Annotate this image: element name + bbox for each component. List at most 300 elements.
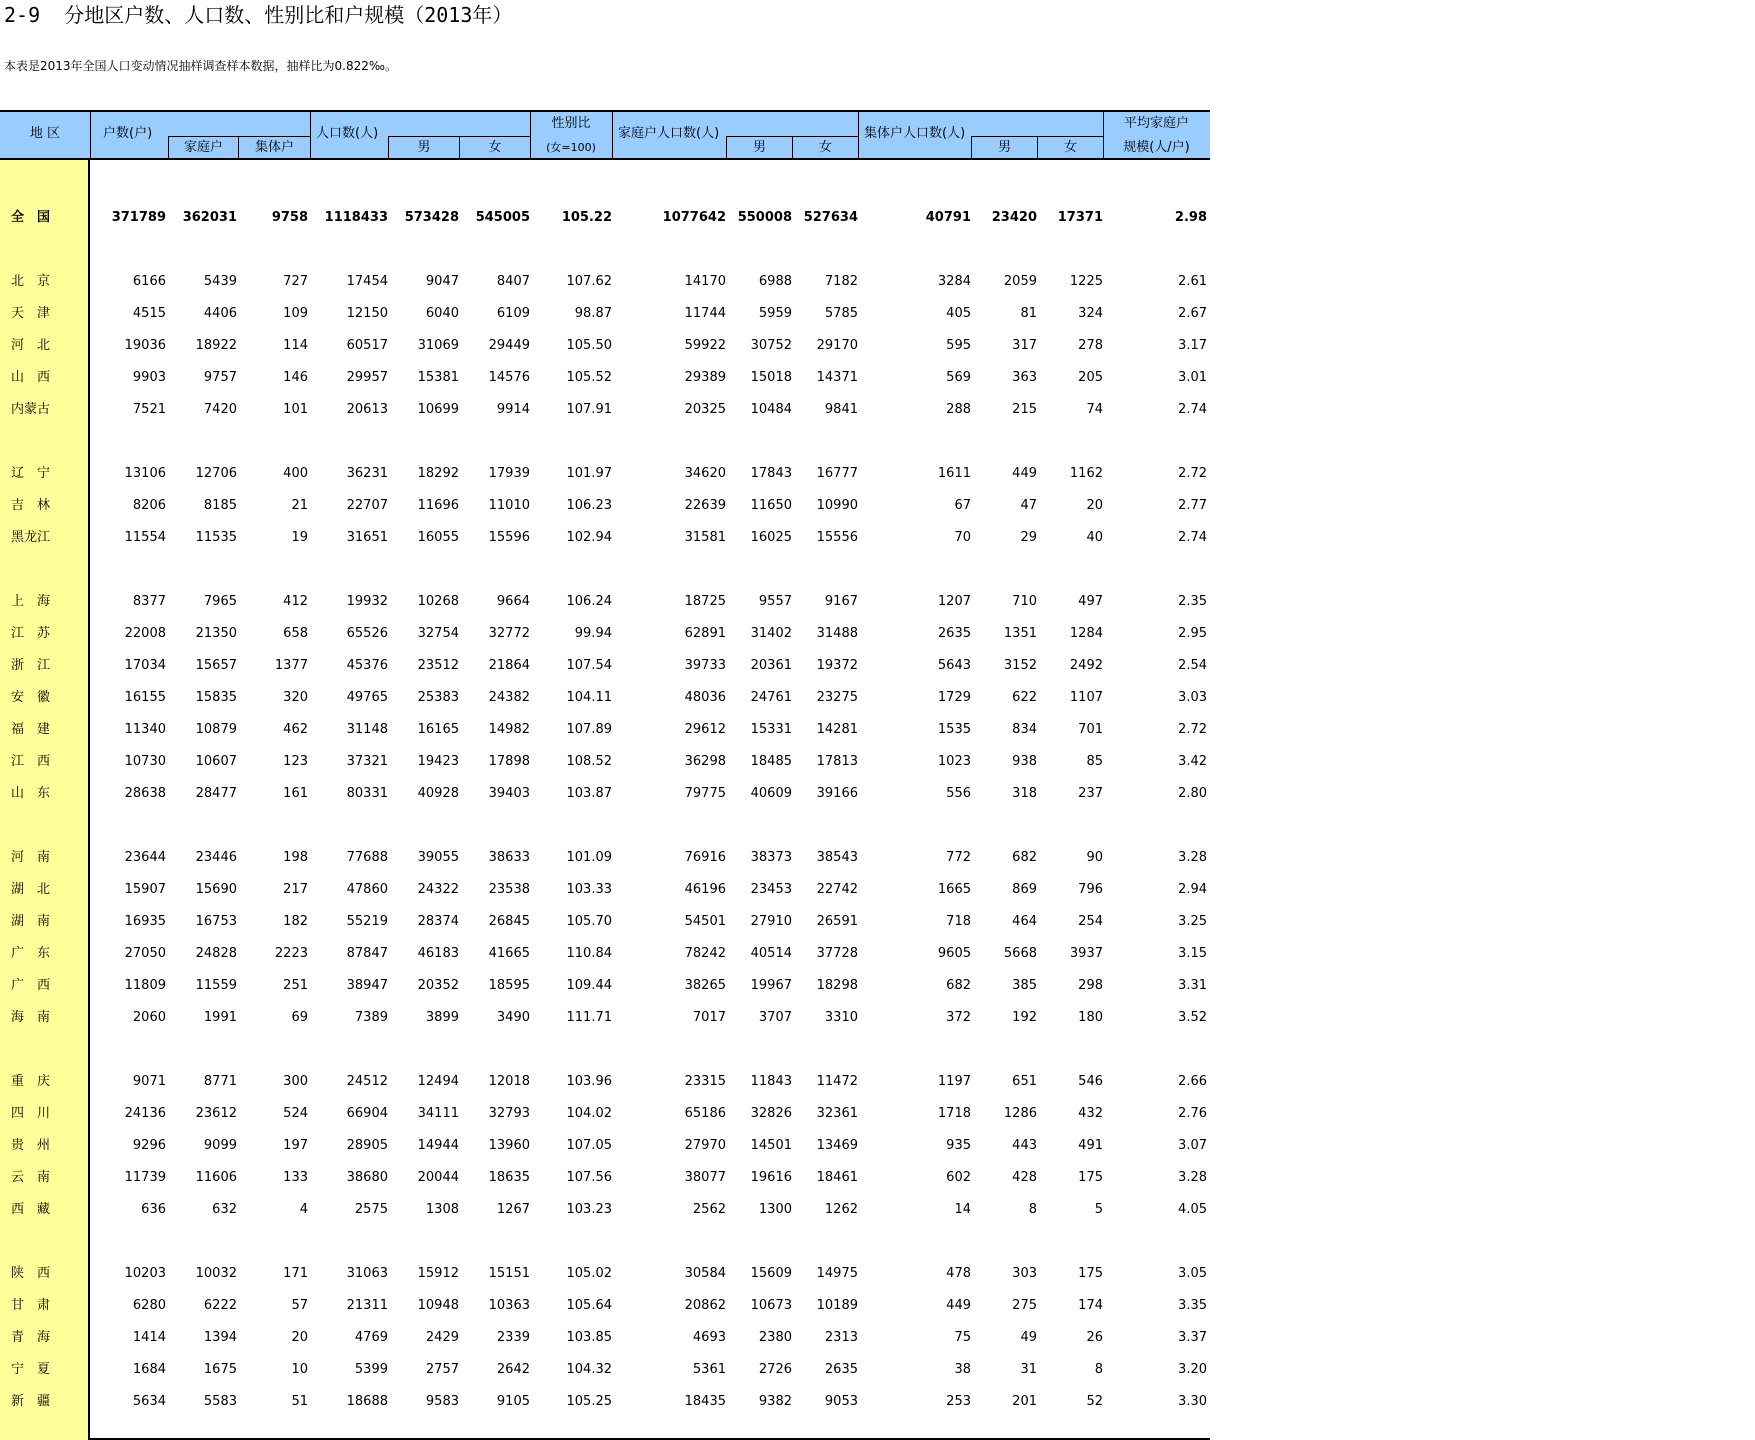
table-cell: 17843 [750,466,792,481]
table-cell: 40928 [417,786,459,801]
table-cell: 10268 [417,594,459,609]
table-cell: 104.02 [566,1106,612,1121]
header-population: 人口数(人) [316,126,379,141]
table-cell: 20361 [750,658,792,673]
table-cell: 52 [1086,1394,1103,1409]
table-cell: 363 [1012,370,1037,385]
table-cell: 16753 [195,914,237,929]
table-cell: 491 [1078,1138,1103,1153]
header-collective-households: 集体户 [238,136,310,160]
table-cell: 10699 [417,402,459,417]
table-cell: 31581 [684,530,726,545]
table-cell: 38680 [346,1170,388,1185]
table-cell: 11696 [417,498,459,513]
header-population-female: 女 [459,136,530,160]
table-cell: 5399 [354,1362,388,1377]
table-row [0,1360,1210,1380]
table-cell: 2.74 [1178,402,1207,417]
table-cell: 18922 [195,338,237,353]
table-cell: 20352 [417,978,459,993]
table-cell: 29957 [346,370,388,385]
table-cell: 251 [283,978,308,993]
table-cell: 573428 [404,210,459,225]
table-row [0,848,1210,868]
table-row [0,400,1210,420]
table-cell: 324 [1078,306,1103,321]
table-cell: 39733 [684,658,726,673]
table-cell: 27050 [124,946,166,961]
table-cell: 109 [283,306,308,321]
table-cell: 869 [1012,882,1037,897]
table-cell: 2492 [1069,658,1103,673]
table-cell: 146 [283,370,308,385]
table-cell: 12018 [488,1074,530,1089]
header-family-households: 家庭户 [168,136,238,160]
row-region: 海 南 [11,1010,51,1025]
table-cell: 18688 [346,1394,388,1409]
table-cell: 2313 [824,1330,858,1345]
table-cell: 39403 [488,786,530,801]
table-cell: 3.42 [1178,754,1207,769]
table-cell: 103.33 [566,882,612,897]
table-cell: 710 [1012,594,1037,609]
table-cell: 22707 [346,498,388,513]
table-cell: 2.54 [1178,658,1207,673]
table-cell: 29449 [488,338,530,353]
row-region: 西 藏 [11,1202,51,1217]
table-cell: 3.01 [1178,370,1207,385]
table-cell: 107.91 [566,402,612,417]
table-cell: 106.23 [566,498,612,513]
table-cell: 5643 [937,658,971,673]
table-cell: 17898 [488,754,530,769]
table-cell: 1611 [937,466,971,481]
table-cell: 9758 [271,210,308,225]
table-cell: 14 [954,1202,971,1217]
row-region: 青 海 [11,1330,51,1345]
table-cell: 38077 [684,1170,726,1185]
table-cell: 15912 [417,1266,459,1281]
table-cell: 14170 [684,274,726,289]
table-cell: 14576 [488,370,530,385]
table-row [0,912,1210,932]
table-cell: 161 [283,786,308,801]
table-cell: 8206 [132,498,166,513]
table-cell: 2.66 [1178,1074,1207,1089]
table-cell: 1377 [274,658,308,673]
table-cell: 2.77 [1178,498,1207,513]
row-region: 全 国 [11,210,51,225]
table-cell: 3937 [1069,946,1103,961]
table-cell: 45376 [346,658,388,673]
table-cell: 938 [1012,754,1037,769]
table-cell: 8377 [132,594,166,609]
table-cell: 17371 [1057,210,1103,225]
table-cell: 2562 [692,1202,726,1217]
table-cell: 2060 [132,1010,166,1025]
header-region: 地 区 [29,126,61,141]
table-cell: 2726 [758,1362,792,1377]
table-cell: 405 [946,306,971,321]
table-cell: 105.64 [566,1298,612,1313]
table-row [0,1264,1210,1284]
table-row [0,496,1210,516]
table-cell: 29170 [816,338,858,353]
table-cell: 9914 [496,402,530,417]
table-cell: 9841 [824,402,858,417]
table-cell: 15331 [750,722,792,737]
table-cell: 11010 [488,498,530,513]
table-cell: 462 [283,722,308,737]
table-cell: 595 [946,338,971,353]
table-cell: 21311 [346,1298,388,1313]
table-cell: 15596 [488,530,530,545]
table-cell: 26591 [816,914,858,929]
table-cell: 40 [1086,530,1103,545]
table-cell: 318 [1012,786,1037,801]
table-cell: 80331 [346,786,388,801]
table-cell: 8771 [203,1074,237,1089]
table-cell: 106.24 [566,594,612,609]
table-cell: 15381 [417,370,459,385]
table-cell: 14281 [816,722,858,737]
table-cell: 30752 [750,338,792,353]
table-cell: 432 [1078,1106,1103,1121]
table-cell: 23644 [124,850,166,865]
table-cell: 19932 [346,594,388,609]
table-cell: 46183 [417,946,459,961]
table-cell: 41665 [488,946,530,961]
table-cell: 400 [283,466,308,481]
table-cell: 39055 [417,850,459,865]
table-cell: 24828 [195,946,237,961]
table-cell: 66904 [346,1106,388,1121]
table-cell: 796 [1078,882,1103,897]
table-cell: 9382 [758,1394,792,1409]
table-cell: 11744 [684,306,726,321]
table-cell: 16165 [417,722,459,737]
table-title: 2-9 分地区户数、人口数、性别比和户规模（2013年） [4,3,513,27]
row-region: 福 建 [11,722,51,737]
table-row [0,1392,1210,1412]
table-cell: 11472 [816,1074,858,1089]
table-cell: 19372 [816,658,858,673]
table-cell: 254 [1078,914,1103,929]
table-cell: 10032 [195,1266,237,1281]
table-row [0,368,1210,388]
table-cell: 18485 [750,754,792,769]
row-region: 陕 西 [11,1266,51,1281]
table-cell: 15690 [195,882,237,897]
table-cell: 9903 [132,370,166,385]
table-cell: 9296 [132,1138,166,1153]
table-cell: 14371 [816,370,858,385]
table-row [0,1168,1210,1188]
table-cell: 1162 [1069,466,1103,481]
table-cell: 2339 [496,1330,530,1345]
row-region: 广 东 [11,946,51,961]
table-cell: 40791 [925,210,971,225]
header-avg-size-line1: 平均家庭户 [1123,116,1189,131]
table-cell: 38947 [346,978,388,993]
table-cell: 13469 [816,1138,858,1153]
table-cell: 2.67 [1178,306,1207,321]
table-cell: 3152 [1003,658,1037,673]
header-family-population: 家庭户人口数(人) [618,126,720,141]
table-cell: 49 [1020,1330,1037,1345]
table-cell: 46196 [684,882,726,897]
table-cell: 171 [283,1266,308,1281]
table-cell: 101.09 [566,850,612,865]
table-cell: 682 [946,978,971,993]
table-cell: 4406 [203,306,237,321]
header-sex-ratio-line1: 性别比 [551,116,591,131]
table-cell: 32772 [488,626,530,641]
table-cell: 2.72 [1178,466,1207,481]
table-cell: 5634 [132,1394,166,1409]
header-population-male: 男 [388,136,459,160]
table-cell: 13106 [124,466,166,481]
header-collective-population-female: 女 [1037,136,1103,160]
table-cell: 636 [141,1202,166,1217]
table-cell: 11650 [750,498,792,513]
table-cell: 23512 [417,658,459,673]
table-cell: 1197 [937,1074,971,1089]
table-cell: 1300 [758,1202,792,1217]
table-cell: 3.28 [1178,1170,1207,1185]
table-cell: 371789 [111,210,166,225]
table-cell: 10189 [816,1298,858,1313]
table-cell: 2.94 [1178,882,1207,897]
table-cell: 10948 [417,1298,459,1313]
table-cell: 34620 [684,466,726,481]
table-cell: 1351 [1003,626,1037,641]
table-cell: 29 [1020,530,1037,545]
table-cell: 1262 [824,1202,858,1217]
table-cell: 31651 [346,530,388,545]
table-cell: 12494 [417,1074,459,1089]
table-cell: 3.07 [1178,1138,1207,1153]
table-cell: 9099 [203,1138,237,1153]
table-cell: 74 [1086,402,1103,417]
table-cell: 27970 [684,1138,726,1153]
table-cell: 1414 [132,1330,166,1345]
table-cell: 1684 [132,1362,166,1377]
table-cell: 10 [291,1362,308,1377]
row-region: 四 川 [11,1106,51,1121]
table-cell: 2642 [496,1362,530,1377]
table-row [0,720,1210,740]
table-cell: 5959 [758,306,792,321]
table-cell: 105.70 [566,914,612,929]
table-cell: 1675 [203,1362,237,1377]
table-cell: 23275 [816,690,858,705]
table-cell: 275 [1012,1298,1037,1313]
table-cell: 103.85 [566,1330,612,1345]
table-cell: 11559 [195,978,237,993]
table-cell: 217 [283,882,308,897]
table-row [0,1328,1210,1348]
table-cell: 70 [954,530,971,545]
table-cell: 37321 [346,754,388,769]
table-cell: 9167 [824,594,858,609]
table-cell: 2635 [937,626,971,641]
table-cell: 3310 [824,1010,858,1025]
table-cell: 60517 [346,338,388,353]
table-cell: 54501 [684,914,726,929]
table-cell: 215 [1012,402,1037,417]
row-region: 浙 江 [11,658,51,673]
table-cell: 108.52 [566,754,612,769]
table-cell: 39166 [816,786,858,801]
table-cell: 478 [946,1266,971,1281]
table-cell: 9605 [937,946,971,961]
table-cell: 17454 [346,274,388,289]
table-cell: 682 [1012,850,1037,865]
table-row [0,592,1210,612]
table-cell: 59922 [684,338,726,353]
table-cell: 6988 [758,274,792,289]
table-cell: 3707 [758,1010,792,1025]
row-region: 黑龙江 [11,530,51,545]
table-cell: 3.20 [1178,1362,1207,1377]
table-cell: 32754 [417,626,459,641]
table-cell: 133 [283,1170,308,1185]
table-cell: 2635 [824,1362,858,1377]
table-cell: 6040 [425,306,459,321]
table-cell: 2.76 [1178,1106,1207,1121]
table-cell: 102.94 [566,530,612,545]
table-cell: 14982 [488,722,530,737]
table-cell: 69 [291,1010,308,1025]
table-cell: 1308 [425,1202,459,1217]
table-cell: 101.97 [566,466,612,481]
table-cell: 651 [1012,1074,1037,1089]
table-cell: 2575 [354,1202,388,1217]
table-cell: 31 [1020,1362,1037,1377]
table-cell: 18725 [684,594,726,609]
table-cell: 3.25 [1178,914,1207,929]
table-cell: 288 [946,402,971,417]
table-cell: 10203 [124,1266,166,1281]
table-cell: 104.11 [566,690,612,705]
table-row [0,1136,1210,1156]
table-cell: 4515 [132,306,166,321]
table-cell: 3.28 [1178,850,1207,865]
table-cell: 7389 [354,1010,388,1025]
table-cell: 85 [1086,754,1103,769]
table-cell: 107.62 [566,274,612,289]
table-cell: 11340 [124,722,166,737]
table-cell: 14975 [816,1266,858,1281]
table-cell: 7182 [824,274,858,289]
table-cell: 5 [1094,1202,1103,1217]
row-region: 吉 林 [11,498,51,513]
table-row [0,976,1210,996]
table-cell: 10879 [195,722,237,737]
table-cell: 175 [1078,1266,1103,1281]
table-cell: 6280 [132,1298,166,1313]
table-cell: 2223 [274,946,308,961]
table-cell: 65526 [346,626,388,641]
table-cell: 67 [954,498,971,513]
table-cell: 3.17 [1178,338,1207,353]
table-cell: 26845 [488,914,530,929]
table-cell: 57 [291,1298,308,1313]
table-cell: 701 [1078,722,1103,737]
table-cell: 18435 [684,1394,726,1409]
header-avg-size-line2: 规模(人/户) [1123,140,1190,155]
table-row [0,1296,1210,1316]
table-cell: 10990 [816,498,858,513]
table-cell: 103.23 [566,1202,612,1217]
table-cell: 3899 [425,1010,459,1025]
table-cell: 13960 [488,1138,530,1153]
table-cell: 546 [1078,1074,1103,1089]
table-cell: 76916 [684,850,726,865]
table-cell: 11809 [124,978,166,993]
table-cell: 2.80 [1178,786,1207,801]
table-cell: 31148 [346,722,388,737]
table-cell: 550008 [737,210,792,225]
table-cell: 622 [1012,690,1037,705]
table-cell: 26 [1086,1330,1103,1345]
table-cell: 18298 [816,978,858,993]
table-cell: 9664 [496,594,530,609]
table-cell: 20044 [417,1170,459,1185]
table-cell: 15556 [816,530,858,545]
table-cell: 1665 [937,882,971,897]
table-cell: 105.02 [566,1266,612,1281]
table-cell: 105.25 [566,1394,612,1409]
table-cell: 11739 [124,1170,166,1185]
table-cell: 109.44 [566,978,612,993]
table-cell: 317 [1012,338,1037,353]
table-cell: 24322 [417,882,459,897]
table-cell: 40609 [750,786,792,801]
table-cell: 38543 [816,850,858,865]
table-cell: 1207 [937,594,971,609]
table-cell: 12150 [346,306,388,321]
table-cell: 372 [946,1010,971,1025]
table-cell: 1267 [496,1202,530,1217]
row-region: 湖 北 [11,882,51,897]
table-cell: 103.96 [566,1074,612,1089]
table-cell: 443 [1012,1138,1037,1153]
table-cell: 20 [1086,498,1103,513]
table-cell: 1284 [1069,626,1103,641]
data-table [0,110,1210,1440]
table-cell: 2757 [425,1362,459,1377]
table-cell: 197 [283,1138,308,1153]
table-cell: 81 [1020,306,1037,321]
table-cell: 28477 [195,786,237,801]
table-cell: 253 [946,1394,971,1409]
table-cell: 1991 [203,1010,237,1025]
table-cell: 2429 [425,1330,459,1345]
table-cell: 3.37 [1178,1330,1207,1345]
table-cell: 15835 [195,690,237,705]
table-cell: 38265 [684,978,726,993]
table-cell: 28638 [124,786,166,801]
table-cell: 27910 [750,914,792,929]
table-cell: 3.52 [1178,1010,1207,1025]
table-cell: 3.31 [1178,978,1207,993]
table-cell: 77688 [346,850,388,865]
table-cell: 198 [283,850,308,865]
table-cell: 10607 [195,754,237,769]
table-row [0,944,1210,964]
